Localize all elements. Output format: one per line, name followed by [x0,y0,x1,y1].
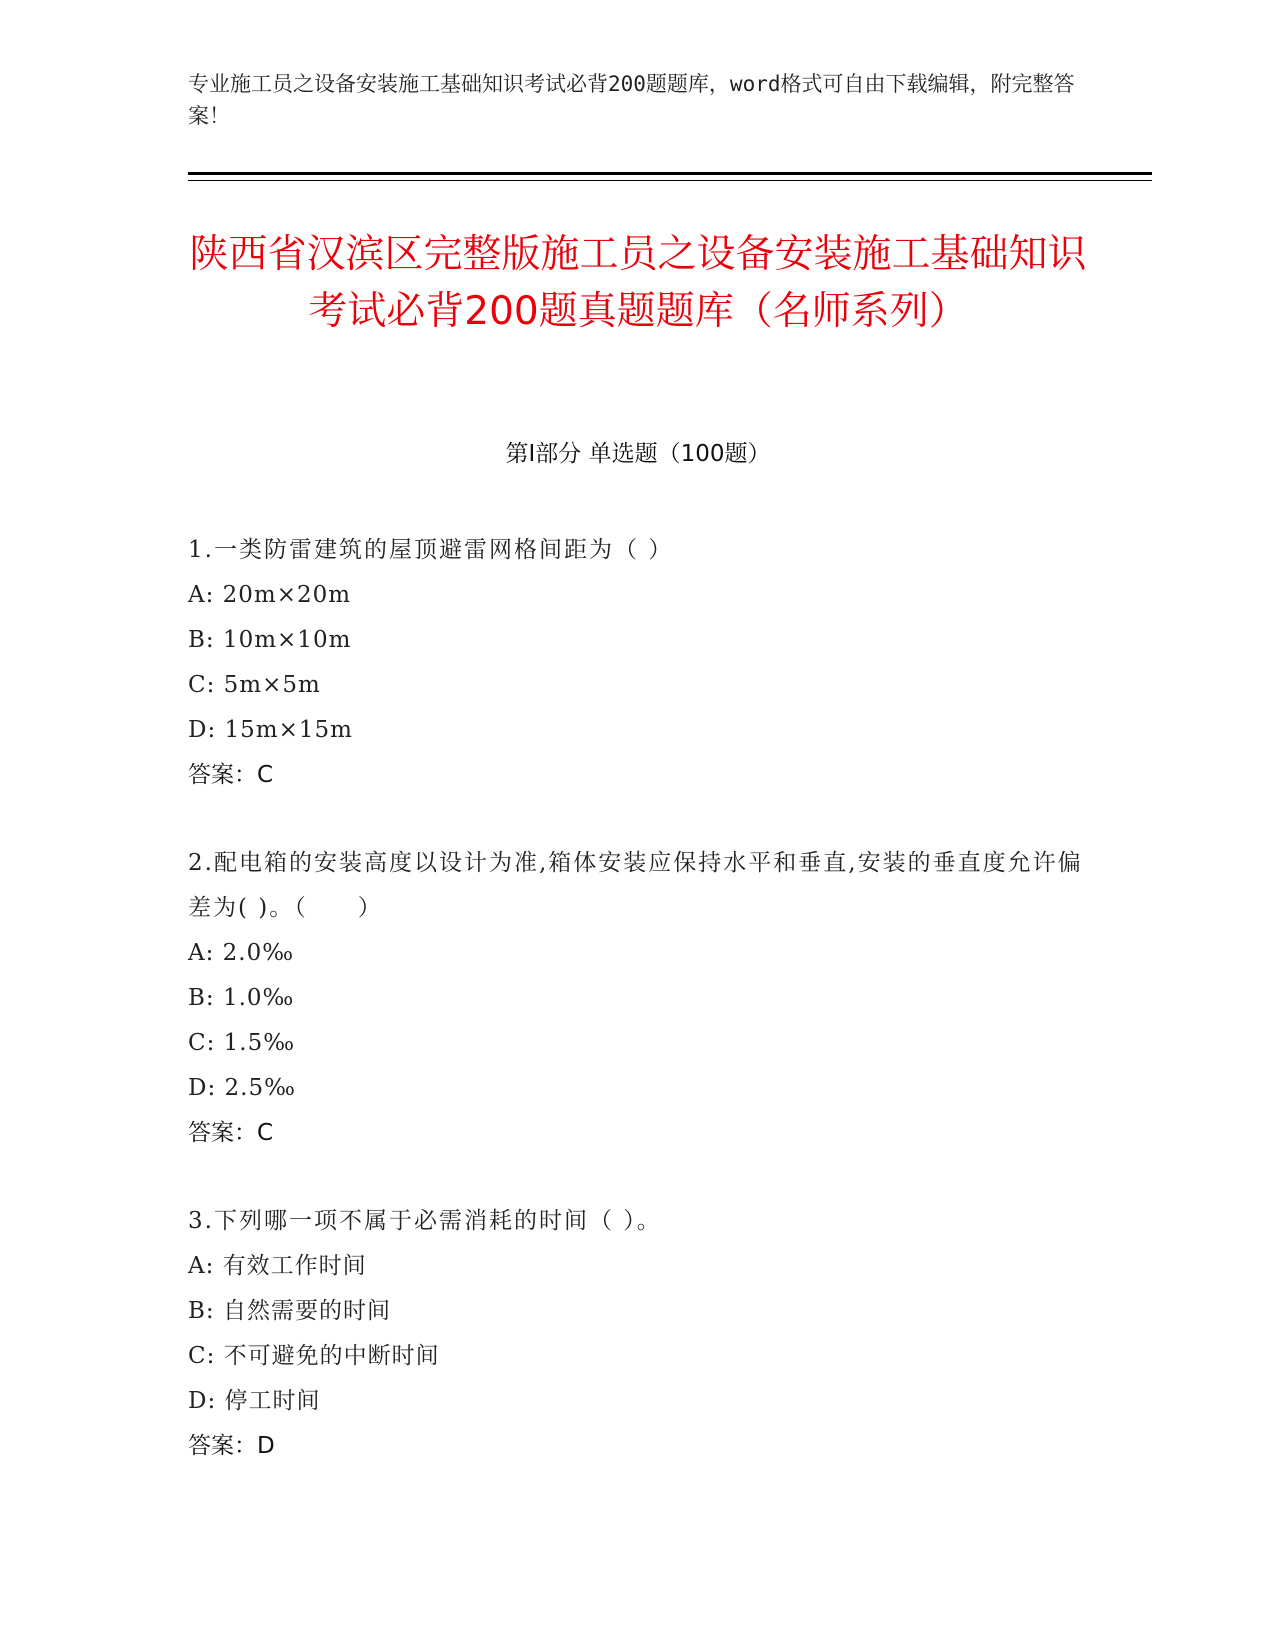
header-rule-thick [188,172,1152,175]
option-b: B: 1.0‰ [188,985,295,1011]
section-title: 第I部分 单选题（100题） [505,441,771,467]
option-b: B: 自然需要的时间 [188,1298,391,1324]
option-a: A: 有效工作时间 [188,1253,367,1279]
question-3 [188,1199,1088,1469]
answer-line: 答案：C [188,762,274,788]
option-a: A: 20m×20m [188,582,352,608]
option-d: D: 2.5‰ [188,1075,296,1101]
option-c: C: 不可避免的中断时间 [188,1343,440,1369]
option-d: D: 15m×15m [188,717,353,743]
option-a: A: 2.0‰ [188,940,295,966]
question-stem: 1.一类防雷建筑的屋顶避雷网格间距为（ ） [188,537,674,563]
option-c: C: 5m×5m [188,672,321,698]
page-header: 专业施工员之设备安装施工基础知识考试必背200题题库，word格式可自由下载编辑，附完整答案！ [188,72,1075,128]
document-title: 陕西省汉滨区完整版施工员之设备安装施工基础知识考试必背200题真题题库（名师系列） [189,232,1087,334]
question-2 [188,841,1088,1156]
answer-line: 答案：C [188,1120,274,1146]
option-c: C: 1.5‰ [188,1030,296,1056]
question-stem: 3.下列哪一项不属于必需消耗的时间（ ）。 [188,1208,662,1234]
question-1 [188,528,1088,798]
option-d: D: 停工时间 [188,1388,321,1414]
answer-line: 答案：D [188,1433,275,1459]
header-rule-thin [188,180,1152,181]
option-b: B: 10m×10m [188,627,352,653]
question-list [188,528,1088,1512]
question-stem: 2.配电箱的安装高度以设计为准,箱体安装应保持水平和垂直,安装的垂直度允许偏差为( )。（ ） [188,850,1083,921]
